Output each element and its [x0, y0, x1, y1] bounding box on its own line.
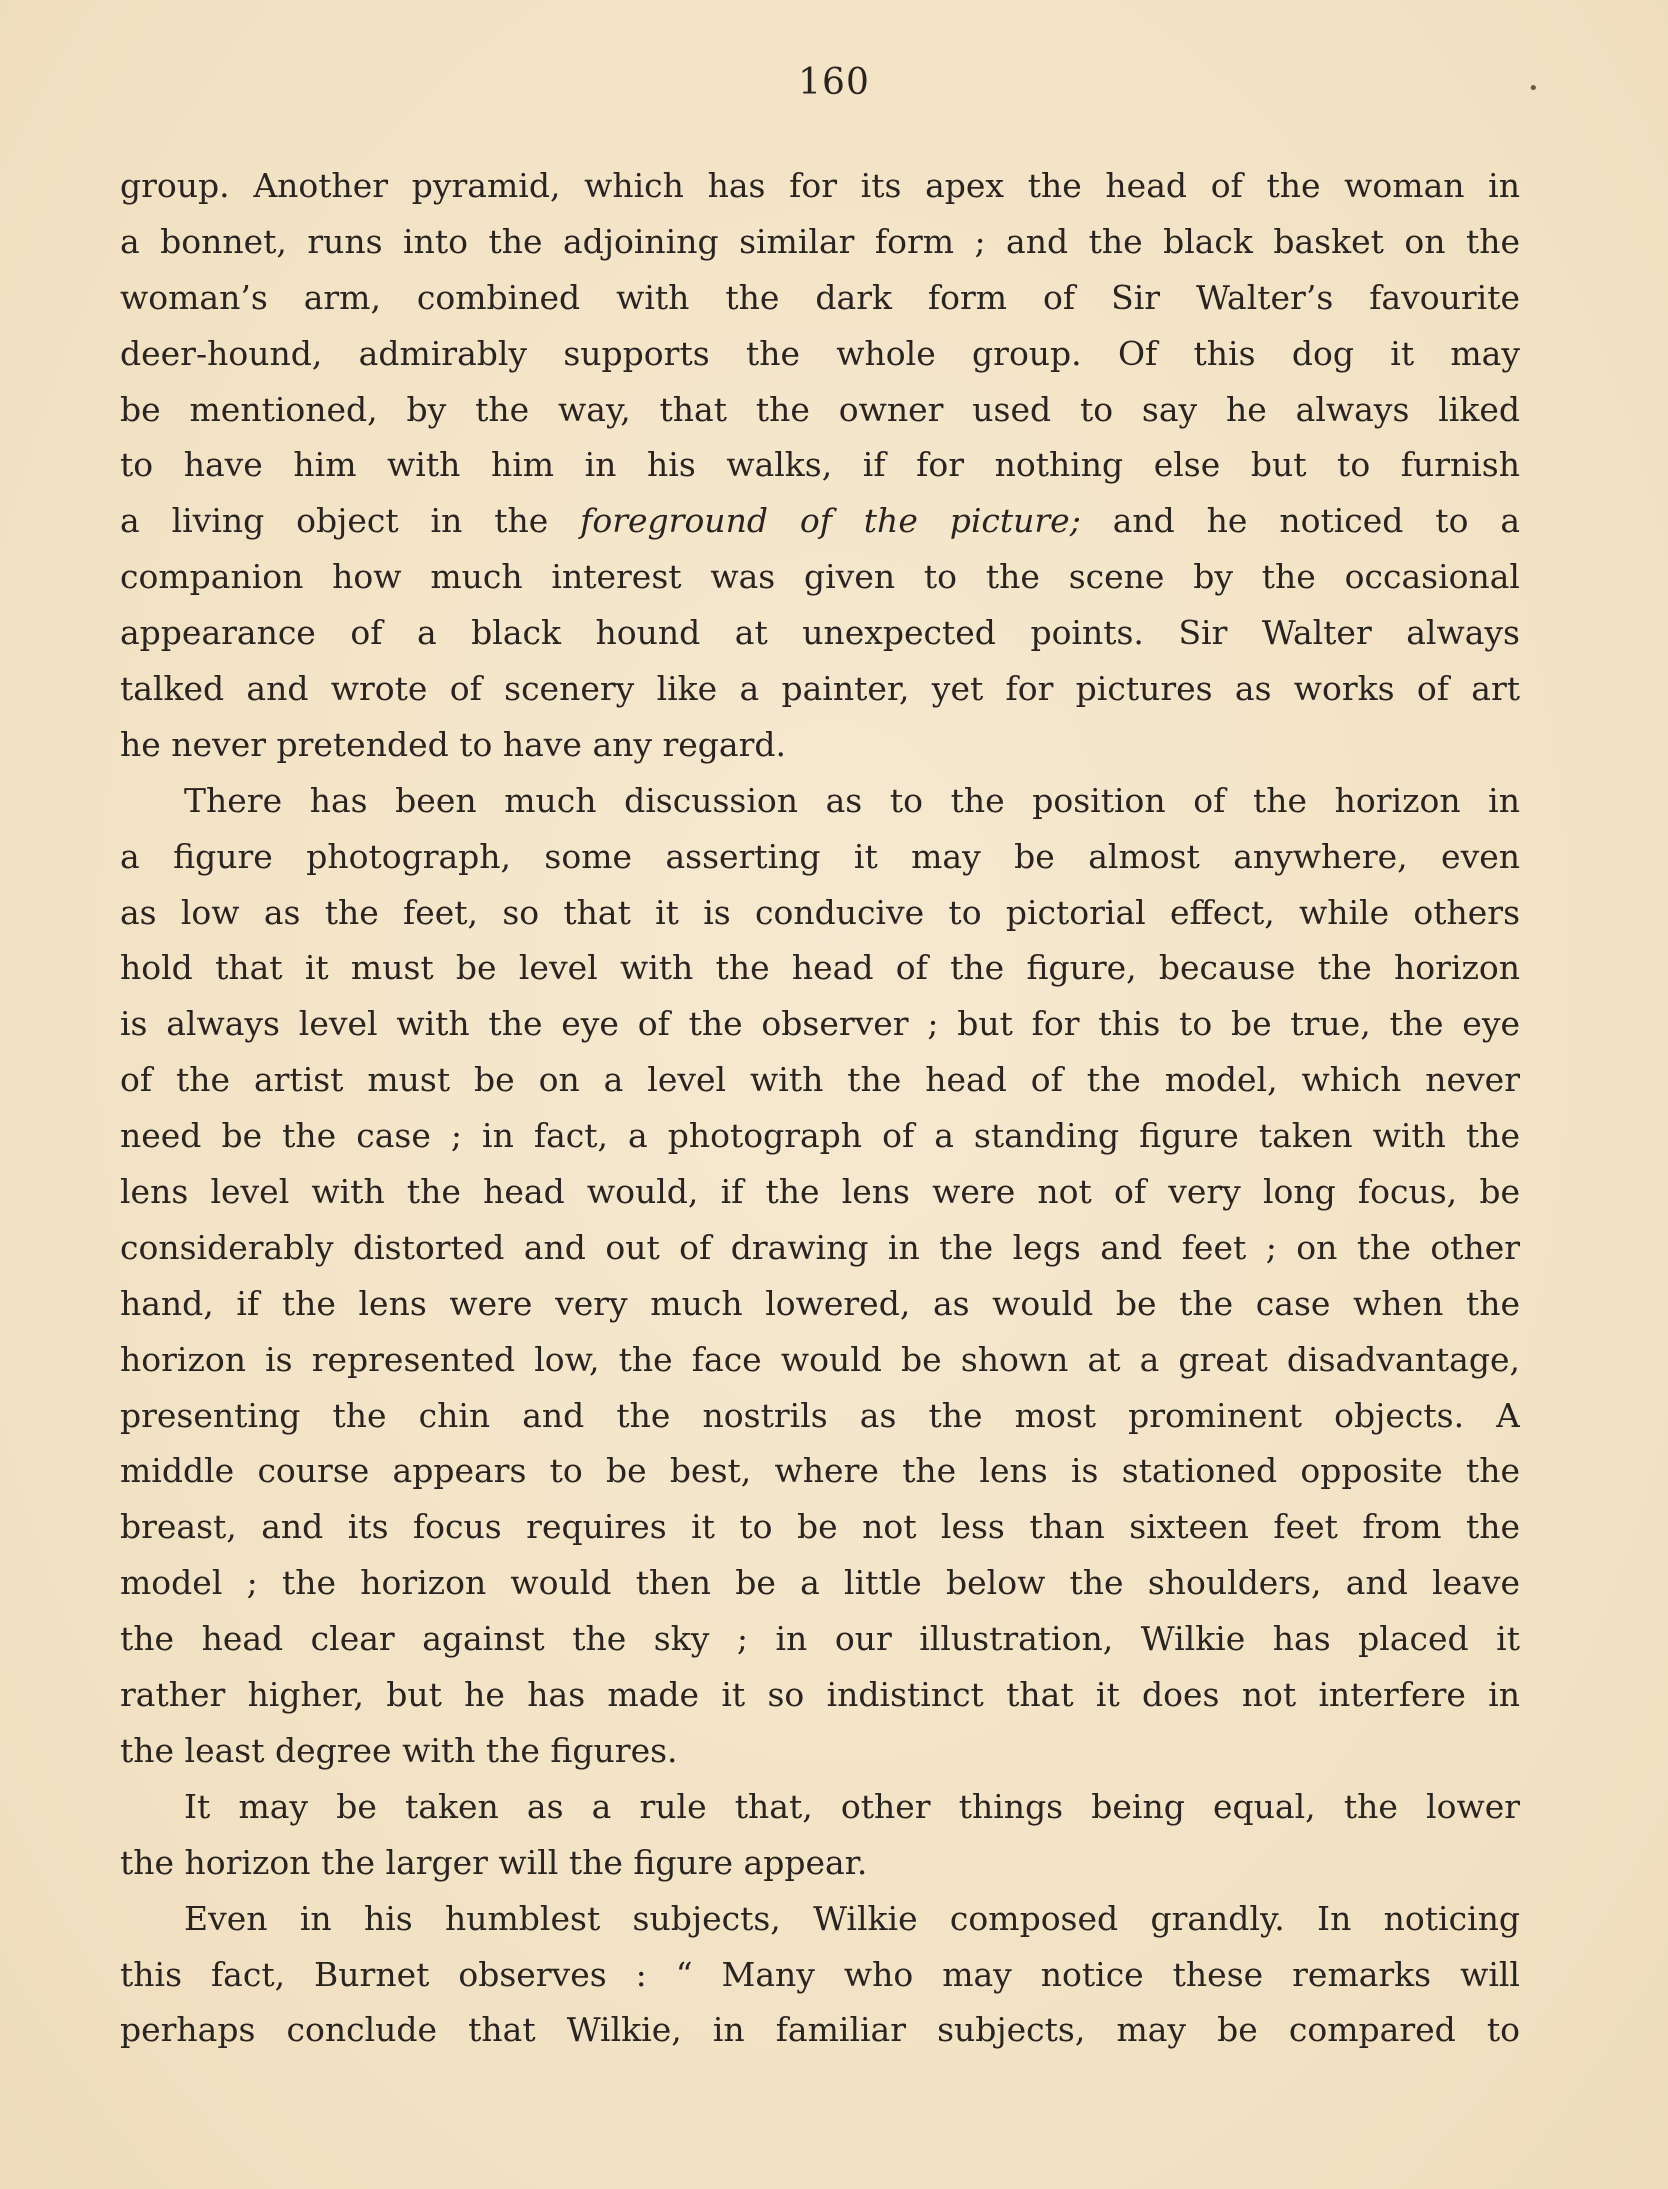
page-number: 160: [798, 62, 870, 103]
text-line: horizon is represented low, the face would be shown at a great disadvantage,: [120, 1339, 1520, 1379]
text-line: woman’s arm, combined with the dark form of Sir Walter’s favourite: [120, 277, 1520, 317]
text-line: the least degree with the figures.: [120, 1730, 678, 1770]
text-line: middle course appears to be best, where the lens is stationed opposite the: [120, 1451, 1520, 1491]
text-line: a bonnet, runs into the adjoining similar form ; and the black basket on the: [120, 221, 1520, 261]
stray-mark: •: [1528, 78, 1539, 99]
text-line: to have him with him in his walks, if for nothing else but to furnish: [120, 445, 1520, 485]
text-line: need be the case ; in fact, a photograph of a standing figure taken with the: [120, 1116, 1520, 1156]
text-line: Even in his humblest subjects, Wilkie composed grandly. In noticing: [184, 1898, 1520, 1938]
text-line: presenting the chin and the nostrils as the most prominent objects. A: [120, 1395, 1520, 1435]
text-line: lens level with the head would, if the lens were not of very long focus, be: [120, 1172, 1520, 1212]
text-line: There has been much discussion as to the position of the horizon in: [184, 780, 1520, 820]
text-line: companion how much interest was given to the scene by the occasional: [120, 557, 1520, 597]
text-line: rather higher, but he has made it so indistinct that it does not interfere in: [120, 1675, 1520, 1715]
text-line: a figure photograph, some asserting it may be almost anywhere, even: [120, 836, 1520, 876]
text-line: hand, if the lens were very much lowered, as would be the case when the: [120, 1283, 1520, 1323]
text-segment: and he noticed to a: [1080, 501, 1520, 541]
text-line: he never pretended to have any regard.: [120, 724, 786, 764]
text-line: is always level with the eye of the observer ; but for this to be true, the eye: [120, 1004, 1520, 1044]
text-line: the head clear against the sky ; in our illustration, Wilkie has placed it: [120, 1619, 1520, 1659]
text-line: considerably distorted and out of drawing in the legs and feet ; on the other: [120, 1227, 1520, 1267]
text-line: [120, 493, 1520, 549]
text-line: this fact, Burnet observes : “ Many who may notice these remarks will: [120, 1954, 1520, 1994]
body-text: [120, 158, 1520, 2058]
italic-phrase: foreground of the picture;: [580, 501, 1081, 541]
text-line: model ; the horizon would then be a little below the shoulders, and leave: [120, 1563, 1520, 1603]
text-line: the horizon the larger will the figure appear.: [120, 1842, 868, 1882]
text-segment: a living object in the: [120, 501, 581, 541]
text-line: It may be taken as a rule that, other things being equal, the lower: [184, 1786, 1520, 1826]
text-line: deer-hound, admirably supports the whole group. Of this dog it may: [120, 333, 1520, 373]
text-line: appearance of a black hound at unexpected points. Sir Walter always: [120, 613, 1520, 653]
text-line: be mentioned, by the way, that the owner used to say he always liked: [120, 389, 1520, 429]
text-line: as low as the feet, so that it is conducive to pictorial effect, while others: [120, 892, 1520, 932]
text-line: hold that it must be level with the head of the figure, because the horizon: [120, 948, 1520, 988]
text-line: talked and wrote of scenery like a painter, yet for pictures as works of art: [120, 669, 1520, 709]
text-line: breast, and its focus requires it to be not less than sixteen feet from the: [120, 1507, 1520, 1547]
text-line: perhaps conclude that Wilkie, in familiar subjects, may be compared to: [120, 2010, 1520, 2050]
text-line: of the artist must be on a level with the head of the model, which never: [120, 1060, 1520, 1100]
text-line: group. Another pyramid, which has for its apex the head of the woman in: [120, 166, 1520, 205]
